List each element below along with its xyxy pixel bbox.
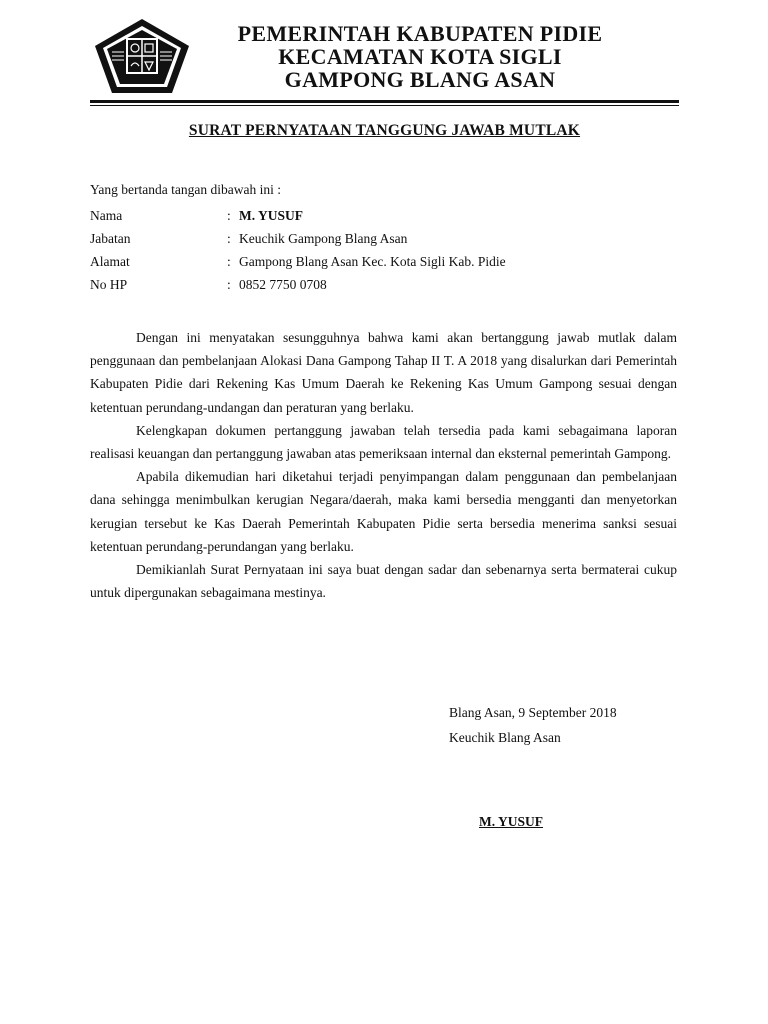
field-colon: : [227,230,231,246]
field-value-name: M. YUSUF [239,207,303,223]
letterhead-divider-thick [90,100,679,103]
document-title: SURAT PERNYATAAN TANGGUNG JAWAB MUTLAK [188,122,581,139]
intro-text: Yang bertanda tangan dibawah ini : [90,182,281,197]
field-colon: : [227,253,231,269]
letterhead-line-1: PEMERINTAH KABUPATEN PIDIE [237,21,603,46]
signature-place-date: Blang Asan, 9 September 2018 [449,705,617,720]
field-colon: : [227,276,231,292]
field-row-nama [90,204,506,227]
field-label: No HP [90,276,128,292]
paragraph: Dengan ini menyatakan sesungguhnya bahwa kami akan bertanggung jawab mutlak dalam penggunaan dan pembelanjaan Alokasi Dana Gampong Tahap II T. A 2018 yang disalurkan dari Pemerintah Kabupaten Pidie dari Rekening Kas Umum Daerah ke Rekening Kas Umum Gampong sesuai dengan ketentuan perundang-undangan dan peraturan yang berlaku. [90,330,677,415]
field-row-jabatan [90,227,506,250]
signature-position: Keuchik Blang Asan [449,730,561,745]
statement-body [90,326,677,604]
paragraph: Apabila dikemudian hari diketahui terjadi penyimpangan dalam penggunaan dan pembelanjaan dana sehingga menimbulkan kerugian Negara/daerah, maka kami bersedia mengganti dan menyetorkan kerugian tersebut ke Kas Daerah Pemerintah Kabupaten Pidie serta bersedia menerima sanksi sesuai ketentuan perundang-perundangan yang berlaku. [90,469,677,554]
field-colon: : [227,207,231,223]
field-label: Jabatan [90,230,131,246]
signatory-name: M. YUSUF [479,814,543,829]
signature-block [449,700,617,750]
field-row-alamat [90,250,506,273]
field-value-address: Gampong Blang Asan Kec. Kota Sigli Kab. Pidie [239,253,506,269]
paragraph: Kelengkapan dokumen pertanggung jawaban telah tersedia pada kami sebagaimana laporan realisasi keuangan dan pertanggung jawaban atas pemeriksaan internal dan eksternal pemerintah Gampong. [90,422,677,462]
field-row-nohp [90,273,506,296]
field-value-position: Keuchik Gampong Blang Asan [239,230,408,246]
identity-fields [90,204,506,296]
field-label: Alamat [90,253,130,269]
field-label: Nama [90,207,123,223]
letterhead-line-2: KECAMATAN KOTA SIGLI [278,44,562,69]
letterhead [190,22,650,91]
field-value-phone: 0852 7750 0708 [239,276,327,292]
letterhead-line-3: GAMPONG BLANG ASAN [284,67,556,92]
paragraph: Demikianlah Surat Pernyataan ini saya buat dengan sadar dan sebenarnya serta bermaterai cukup untuk dipergunakan sebagaimana mestinya. [90,562,677,601]
pidie-regency-emblem-icon [92,16,192,96]
letterhead-divider-thin [90,105,679,106]
